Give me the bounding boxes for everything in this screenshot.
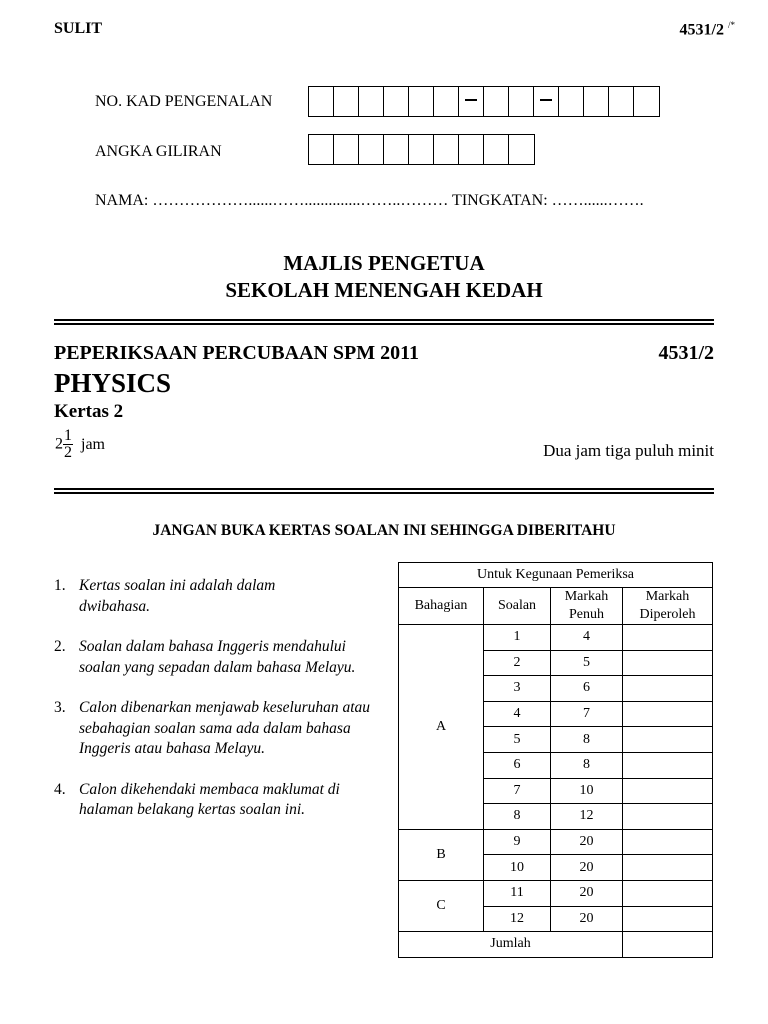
question-cell: 8 [484,804,551,830]
name-form-line[interactable] [95,192,644,210]
roll-digit-box[interactable] [359,135,384,164]
header-marks-obtained [623,588,713,625]
name-label[interactable]: NAMA: ………………......……..............……..……… [95,192,453,209]
duration-unit: jam [81,435,105,453]
section-c-cell: C [399,880,484,931]
instruction-number: 3. [54,699,66,716]
ic-digit-box[interactable] [359,87,384,116]
header-full-line2: Penuh [569,607,604,622]
full-marks-cell: 20 [551,880,623,906]
section-b-cell: B [399,829,484,880]
ic-digit-box[interactable] [509,87,534,116]
ic-digit-box[interactable] [309,87,334,116]
question-cell: 4 [484,701,551,727]
ic-digit-box[interactable] [634,87,659,116]
marks-obtained-cell[interactable] [623,701,713,727]
question-cell: 11 [484,880,551,906]
duration-whole: 2 [55,435,63,453]
header-full-line1: Markah [564,589,609,604]
duration-fraction [63,428,73,461]
form-label[interactable]: TINGKATAN: ……......……. [452,192,644,209]
full-marks-cell: 6 [551,676,623,702]
instruction-number: 1. [54,577,66,594]
question-cell: 5 [484,727,551,753]
ic-digit-box[interactable] [334,87,359,116]
question-cell: 12 [484,906,551,932]
marks-obtained-cell[interactable] [623,676,713,702]
marks-obtained-cell[interactable] [623,752,713,778]
marks-obtained-cell[interactable] [623,906,713,932]
marks-obtained-cell[interactable] [623,650,713,676]
full-marks-cell: 7 [551,701,623,727]
ic-number-boxes[interactable] [308,86,660,117]
marks-obtained-cell[interactable] [623,625,713,651]
paper-label: Kertas 2 [54,401,124,422]
header-code: 4531/2 [679,21,724,39]
total-label: Jumlah [399,932,623,958]
instruction-item [54,698,394,760]
ic-digit-box[interactable] [434,87,459,116]
roll-digit-box[interactable] [484,135,509,164]
ic-digit-box[interactable] [609,87,634,116]
total-marks-cell[interactable] [623,932,713,958]
header-got-line1: Markah [645,589,690,604]
full-marks-cell: 5 [551,650,623,676]
instruction-item [54,576,394,617]
instruction-text: Soalan dalam bahasa Inggeris mendahului soalan yang sepadan dalam bahasa Melayu. [79,638,356,676]
full-marks-cell: 20 [551,829,623,855]
question-cell: 7 [484,778,551,804]
instruction-text: Kertas soalan ini adalah dalam dwibahasa. [79,577,276,615]
instruction-number: 2. [54,638,66,655]
duration-words: Dua jam tiga puluh minit [543,441,714,460]
roll-digit-box[interactable] [459,135,484,164]
full-marks-cell: 20 [551,906,623,932]
header-right [680,20,735,39]
instruction-item [54,780,394,821]
ic-digit-box[interactable] [559,87,584,116]
question-cell: 1 [484,625,551,651]
organizer-line2: SEKOLAH MENENGAH KEDAH [225,278,543,302]
header-full-marks [551,588,623,625]
full-marks-cell: 12 [551,804,623,830]
question-cell: 3 [484,676,551,702]
instruction-item [54,637,394,678]
roll-digit-box[interactable] [434,135,459,164]
warning-text: JANGAN BUKA KERTAS SOALAN INI SEHINGGA DIBERITAHU [152,522,616,539]
full-marks-cell: 4 [551,625,623,651]
question-cell: 2 [484,650,551,676]
duration-denominator: 2 [64,444,72,461]
instructions-list [54,576,394,841]
section-a-cell: A [399,625,484,830]
ic-dash-separator [459,87,484,116]
roll-digit-box[interactable] [384,135,409,164]
ic-digit-box[interactable] [384,87,409,116]
header-got-line2: Diperoleh [639,607,696,622]
instruction-number: 4. [54,780,66,798]
roll-digit-box[interactable] [409,135,434,164]
roll-number-boxes[interactable] [308,134,535,165]
ic-label: NO. KAD PENGENALAN [95,93,273,110]
header-section: Bahagian [399,588,484,625]
double-rule-bottom [54,488,714,494]
ic-digit-box[interactable] [409,87,434,116]
organizer-line1: MAJLIS PENGETUA [283,251,485,275]
roll-digit-box[interactable] [334,135,359,164]
marks-obtained-cell[interactable] [623,855,713,881]
ic-digit-box[interactable] [584,87,609,116]
full-marks-cell: 10 [551,778,623,804]
marks-obtained-cell[interactable] [623,778,713,804]
roll-digit-box[interactable] [509,135,534,164]
full-marks-cell: 8 [551,727,623,753]
marks-obtained-cell[interactable] [623,804,713,830]
duration [55,428,105,461]
roll-label: ANGKA GILIRAN [95,143,222,160]
table-title: Untuk Kegunaan Pemeriksa [399,563,713,588]
ic-dash-separator [534,87,559,116]
ic-digit-box[interactable] [484,87,509,116]
exam-code: 4531/2 [658,342,714,364]
instruction-text: Calon dikehendaki membaca maklumat di halaman belakang kertas soalan ini. [79,780,340,818]
header-mark: /* [727,20,735,30]
full-marks-cell: 8 [551,752,623,778]
marks-obtained-cell[interactable] [623,727,713,753]
roll-digit-box[interactable] [309,135,334,164]
full-marks-cell: 20 [551,855,623,881]
header-left: SULIT [54,20,103,37]
examiner-table [398,562,713,958]
marks-obtained-cell[interactable] [623,880,713,906]
question-cell: 9 [484,829,551,855]
exam-title: PEPERIKSAAN PERCUBAAN SPM 2011 [54,342,420,364]
duration-numerator: 1 [64,427,72,444]
double-rule-top [54,319,714,325]
question-cell: 10 [484,855,551,881]
instruction-text: Calon dibenarkan menjawab keseluruhan atau sebahagian soalan sama ada dalam bahasa Inggeris atau bahasa Melayu. [79,699,371,757]
header-question: Soalan [484,588,551,625]
marks-obtained-cell[interactable] [623,829,713,855]
subject-title: PHYSICS [54,368,172,398]
question-cell: 6 [484,752,551,778]
